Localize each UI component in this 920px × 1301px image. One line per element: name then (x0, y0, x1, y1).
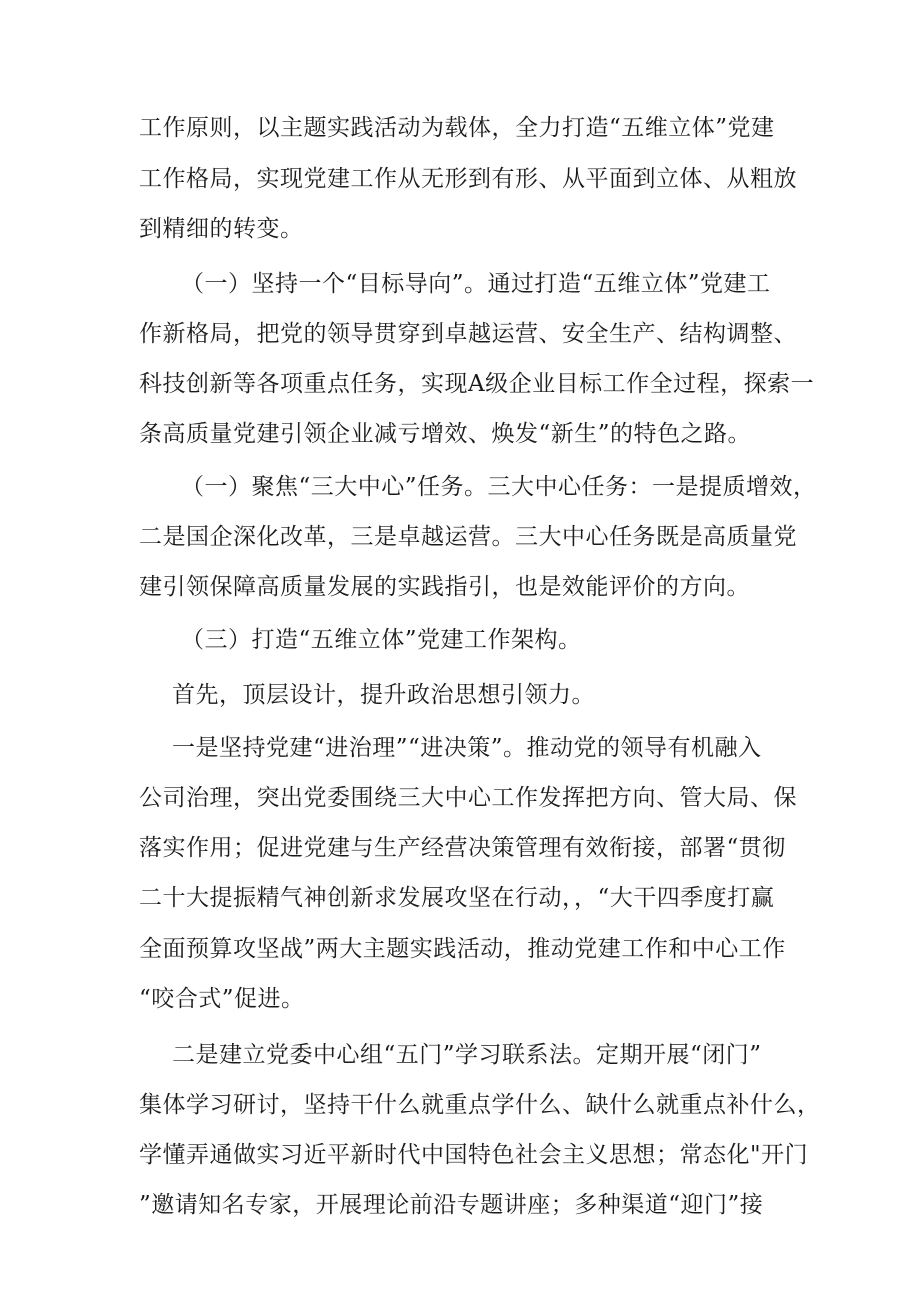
text-line: ”邀请知名专家，开展理论前沿专题讲座；多种渠道“迎门”接 (139, 1192, 764, 1218)
text-line: 落实作用；促进党建与生产经营决策管理有效衔接，部署“贯彻 (139, 835, 786, 861)
text-line: 到精细的转变。 (139, 216, 304, 242)
text-line: 二是国企深化改革，三是卓越运营。三大中心任务既是高质量党 (139, 524, 797, 550)
text-line: 条高质量党建引领企业减亏增效、焕发“新生”的特色之路。 (139, 421, 752, 447)
text-line: 公司治理，突出党委围绕三大中心工作发挥把方向、管大局、保 (139, 785, 797, 811)
text-line: 首先，顶层设计，提升政治思想引领力。 (172, 682, 595, 708)
text-line: 作新格局，把党的领导贯穿到卓越运营、安全生产、结构调整、 (139, 321, 797, 347)
text-line: 科技创新等各项重点任务，实现A级企业目标工作全过程，探索一 (139, 371, 815, 397)
text-line: 一是坚持党建“进治理”“进决策”。推动党的领导有机融入 (172, 735, 762, 761)
text-line: 学懂弄通做实习近平新时代中国特色社会主义思想；常态化"开门 (139, 1142, 809, 1168)
text-line: 建引领保障高质量发展的实践指引，也是效能评价的方向。 (139, 574, 750, 600)
text-line: （三）打造“五维立体”党建工作架构。 (181, 627, 582, 653)
text-line: （一）坚持一个“目标导向”。通过打造“五维立体”党建工 (181, 271, 771, 297)
text-line: 全面预算攻坚战”两大主题实践活动，推动党建工作和中心工作 (139, 936, 786, 962)
text-line: 工作原则，以主题实践活动为载体，全力打造“五维立体”党建 (139, 115, 775, 141)
text-line: 集体学习研讨，坚持干什么就重点学什么、缺什么就重点补什么， (139, 1092, 821, 1118)
text-line: （一）聚焦“三大中心”任务。三大中心任务：一是提质增效， (181, 474, 817, 500)
text-line: “咬合式”促进。 (139, 986, 305, 1012)
text-line: 二十大提振精气神创新求发展攻坚在行动，，“大干四季度打赢 (139, 885, 775, 911)
text-line: 二是建立党委中心组“五门”学习联系法。定期开展“闭门” (172, 1042, 762, 1068)
text-line: 工作格局，实现党建工作从无形到有形、从平面到立体、从粗放 (139, 166, 797, 192)
